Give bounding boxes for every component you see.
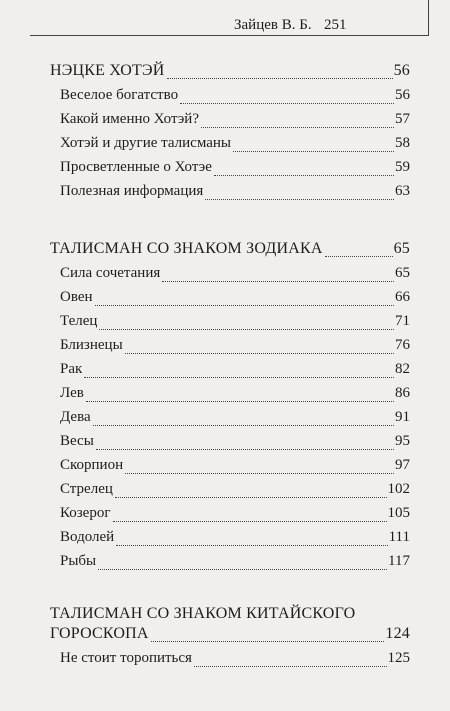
- toc-section: [50, 625, 410, 647]
- toc-page: 58: [395, 135, 410, 151]
- toc-entry: [60, 650, 410, 672]
- toc-leader: [115, 496, 387, 498]
- toc-page: 86: [395, 385, 410, 401]
- toc-page: 102: [387, 481, 410, 497]
- toc-leader: [125, 472, 394, 474]
- running-header: [0, 0, 450, 44]
- toc-leader: [205, 198, 394, 200]
- toc-entry: [60, 361, 410, 383]
- toc-section: [50, 240, 410, 262]
- toc-page: 63: [395, 183, 410, 199]
- toc-page: 105: [387, 505, 410, 521]
- toc-entry-label: Рак: [60, 361, 83, 377]
- toc-leader: [325, 255, 393, 257]
- toc-leader: [233, 150, 394, 152]
- toc-entry-label: Дева: [60, 409, 91, 425]
- toc-page: 117: [388, 553, 410, 569]
- toc-page: 95: [395, 433, 410, 449]
- toc-leader: [93, 424, 394, 426]
- toc-page: 57: [395, 111, 410, 127]
- toc-leader: [180, 102, 394, 104]
- toc-entry-label: Не стоит торопиться: [60, 650, 192, 666]
- toc-page: 125: [387, 650, 410, 666]
- toc-leader: [116, 544, 387, 546]
- toc-entry: [60, 481, 410, 503]
- toc-entry-label: Рыбы: [60, 553, 97, 569]
- toc-leader: [113, 520, 387, 522]
- toc-page: 97: [395, 457, 410, 473]
- toc-entry: [60, 385, 410, 407]
- toc-section-title: ГОРОСКОПА: [50, 625, 149, 642]
- toc-entry-label: Скорпион: [60, 457, 124, 473]
- toc-entry-label: Веселое богатство: [60, 87, 179, 103]
- toc-page: 56: [395, 87, 410, 103]
- toc-entry-label: Козерог: [60, 505, 111, 521]
- toc-entry: [60, 409, 410, 431]
- toc-entry-label: Водолей: [60, 529, 115, 545]
- toc-entry: [60, 457, 410, 479]
- toc-page: 124: [385, 625, 410, 642]
- toc-leader: [151, 640, 385, 642]
- toc-entry-label: Хотэй и другие талисманы: [60, 135, 231, 151]
- toc-entry: [60, 313, 410, 335]
- toc-page: 91: [395, 409, 410, 425]
- header-rule: [30, 35, 428, 36]
- toc-leader: [96, 448, 394, 450]
- toc-entry-label: Полезная информация: [60, 183, 204, 199]
- toc-entry: [60, 159, 410, 181]
- toc-leader: [214, 174, 394, 176]
- toc-section: [50, 62, 410, 84]
- toc-entry: [60, 433, 410, 455]
- toc-entry: [60, 289, 410, 311]
- toc-page: 66: [395, 289, 410, 305]
- toc-entry-label: Сила сочетания: [60, 265, 161, 281]
- toc-leader: [162, 280, 394, 282]
- toc-entry: [60, 111, 410, 133]
- toc-entry: [60, 135, 410, 157]
- toc-entry: [60, 337, 410, 359]
- toc-entry-label: Близнецы: [60, 337, 123, 353]
- toc-entry-label: Какой именно Хотэй?: [60, 111, 199, 127]
- header-page-number: 251: [324, 17, 347, 33]
- toc-entry: [60, 183, 410, 205]
- toc-leader: [201, 126, 394, 128]
- toc-page: 111: [388, 529, 410, 545]
- toc-page: 71: [395, 313, 410, 329]
- toc-section-title-line: ТАЛИСМАН СО ЗНАКОМ КИТАЙСКОГО: [50, 605, 356, 622]
- toc-leader: [167, 77, 393, 79]
- toc-entry: [60, 87, 410, 109]
- toc-entry: [60, 529, 410, 551]
- toc-section-title: ТАЛИСМАН СО ЗНАКОМ ЗОДИАКА: [50, 240, 323, 257]
- toc-page: 59: [395, 159, 410, 175]
- toc-leader: [99, 328, 394, 330]
- toc-leader: [84, 376, 394, 378]
- toc-entry-label: Стрелец: [60, 481, 113, 497]
- toc-entry-label: Просветленные о Хотэе: [60, 159, 212, 175]
- toc-leader: [95, 304, 394, 306]
- toc-entry-label: Весы: [60, 433, 94, 449]
- toc-leader: [194, 665, 387, 667]
- toc-entry-label: Лев: [60, 385, 84, 401]
- toc-page: 65: [395, 265, 410, 281]
- toc-entry: [60, 265, 410, 287]
- toc-entry: [60, 505, 410, 527]
- toc-page: 56: [393, 62, 410, 79]
- toc-entry-label: Овен: [60, 289, 93, 305]
- toc-leader: [125, 352, 394, 354]
- toc-section-title: НЭЦКЕ ХОТЭЙ: [50, 62, 165, 79]
- toc-page: 76: [395, 337, 410, 353]
- toc-leader: [98, 568, 387, 570]
- toc-leader: [86, 400, 394, 402]
- toc-page: 82: [395, 361, 410, 377]
- toc-entry: [60, 553, 410, 575]
- header-vertical-rule: [428, 0, 429, 36]
- toc-entry-label: Телец: [60, 313, 98, 329]
- header-author: Зайцев В. Б.: [234, 17, 312, 33]
- toc-page: 65: [393, 240, 410, 257]
